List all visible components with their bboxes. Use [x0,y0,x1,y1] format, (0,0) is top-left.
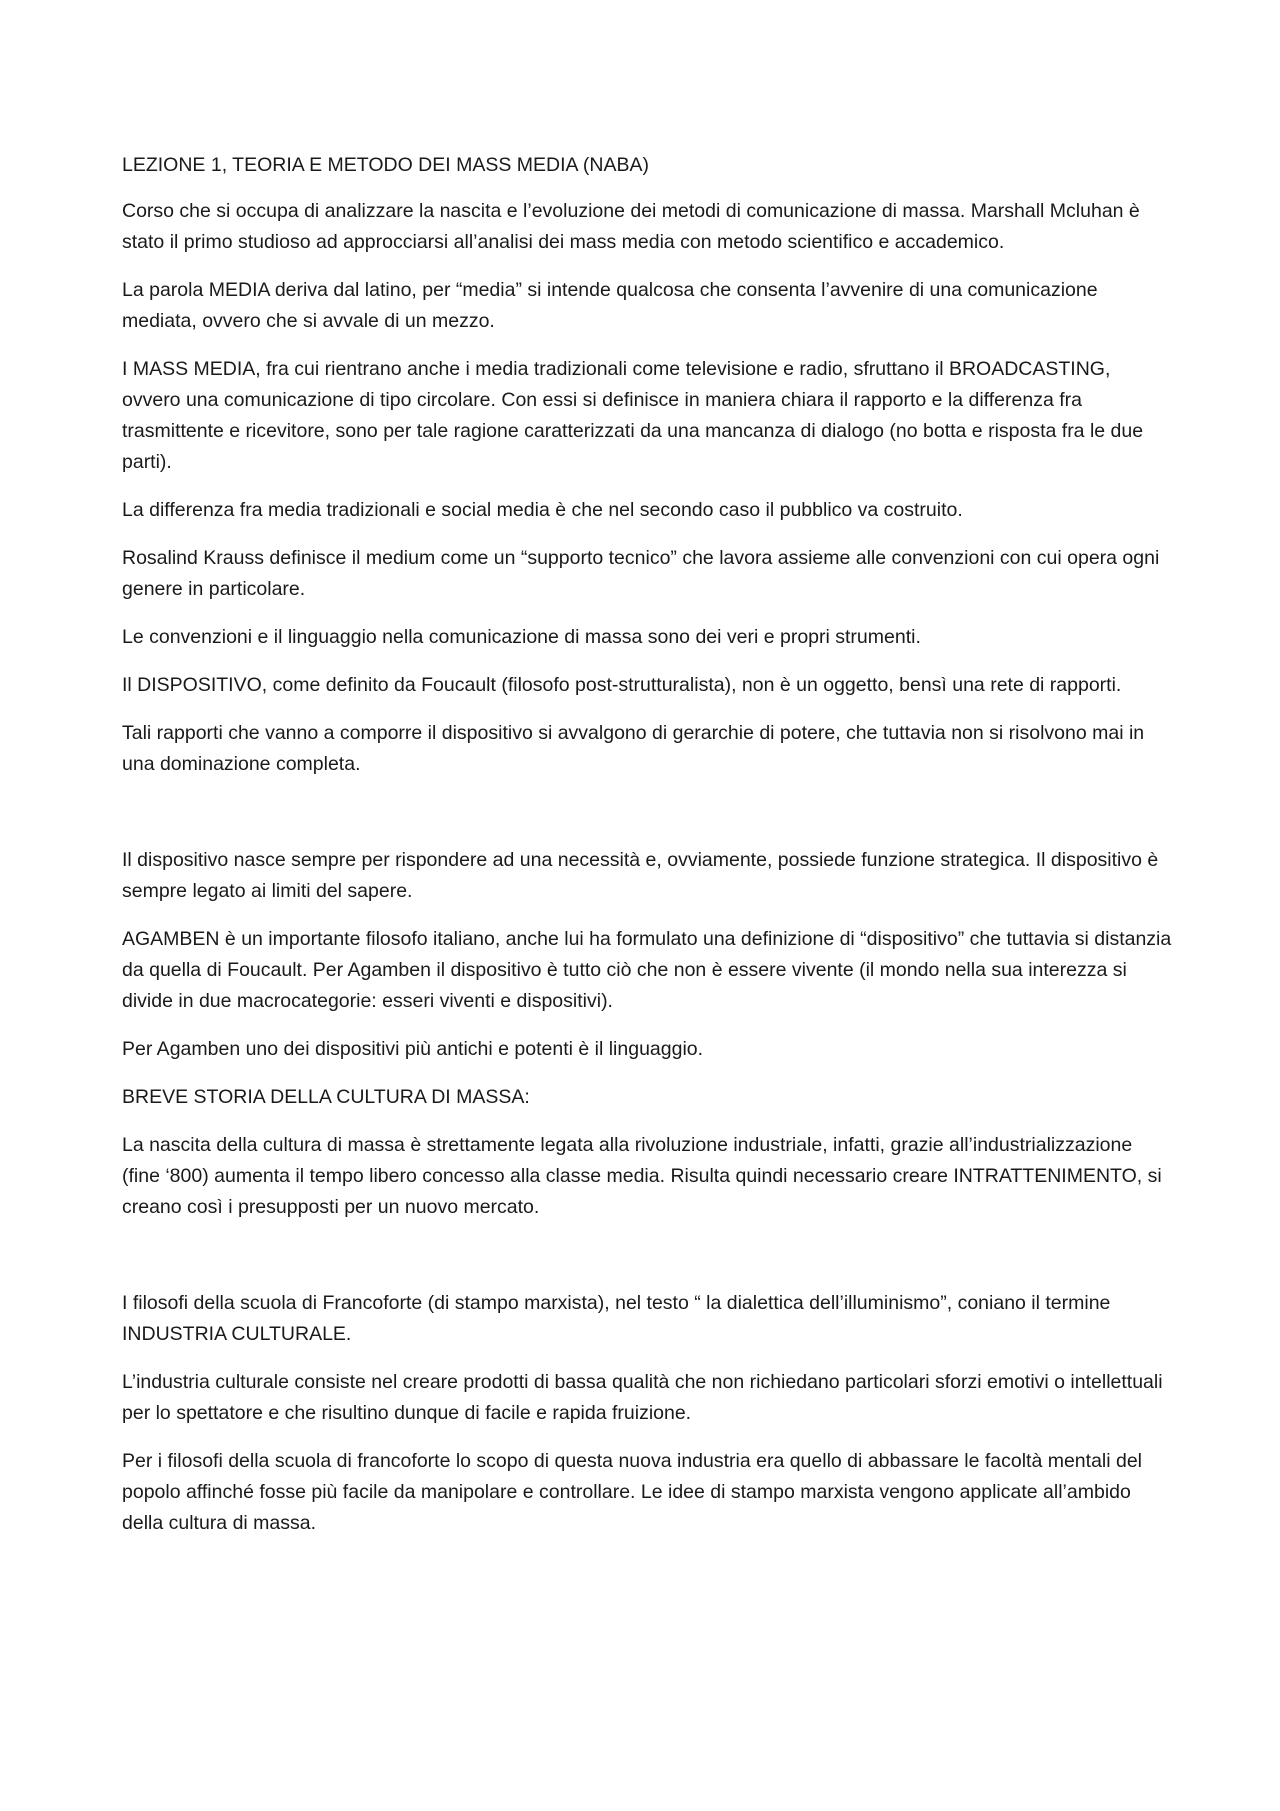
paragraph: Le convenzioni e il linguaggio nella comunicazione di massa sono dei veri e propri strumenti. [122,626,921,648]
paragraph: L’industria culturale consiste nel creare prodotti di bassa qualità che non richiedano particolari sforzi emotivi o intellettuali per lo spettatore e che risultino dunque di facile e rapida fruizione. [122,1371,1163,1424]
paragraph: Tali rapporti che vanno a comporre il dispositivo si avvalgono di gerarchie di potere, che tuttavia non si risolvono mai in una dominazione completa. [122,722,1145,775]
document-page [122,150,1172,1556]
section-heading: BREVE STORIA DELLA CULTURA DI MASSA: [122,1086,530,1108]
paragraph: Per Agamben uno dei dispositivi più antichi e potenti è il linguaggio. [122,1038,704,1060]
paragraph: Il DISPOSITIVO, come definito da Foucault (filosofo post-strutturalista), non è un oggetto, bensì una rete di rapporti. [122,674,1122,696]
paragraph: La nascita della cultura di massa è strettamente legata alla rivoluzione industriale, infatti, grazie all’industrializzazione (fine ‘800) aumenta il tempo libero concesso alla classe media. Risulta quindi necessario creare INTRATTENIMENTO, si creano così i presupposti per un nuovo mercato. [122,1134,1162,1218]
blank-line [122,1240,1172,1288]
document-title: LEZIONE 1, TEORIA E METODO DEI MASS MEDIA (NABA) [122,154,649,176]
paragraph: Corso che si occupa di analizzare la nascita e l’evoluzione dei metodi di comunicazione di massa. Marshall Mcluhan è stato il primo studioso ad approcciarsi all’analisi dei mass media con metodo scientifico e accademico. [122,200,1140,253]
paragraph: AGAMBEN è un importante filosofo italiano, anche lui ha formulato una definizione di “dispositivo” che tuttavia si distanzia da quella di Foucault. Per Agamben il dispositivo è tutto ciò che non è essere vivente (il mondo nella sua interezza si divide in due macrocategorie: esseri viventi e dispositivi). [122,928,1172,1012]
paragraph: I MASS MEDIA, fra cui rientrano anche i media tradizionali come televisione e radio, sfruttano il BROADCASTING, ovvero una comunicazione di tipo circolare. Con essi si definisce in maniera chiara il rapporto e la differenza fra trasmittente e ricevitore, sono per tale ragione caratterizzati da una mancanza di dialogo (no botta e risposta fra le due parti). [122,358,1144,473]
paragraph: Per i filosofi della scuola di francoforte lo scopo di questa nuova industria era quello di abbassare le facoltà mentali del popolo affinché fosse più facile da manipolare e controllare. Le idee di stampo marxista vengono applicate all’ambido della cultura di massa. [122,1450,1143,1534]
paragraph: Il dispositivo nasce sempre per rispondere ad una necessità e, ovviamente, possiede funzione strategica. Il dispositivo è sempre legato ai limiti del sapere. [122,849,1159,902]
paragraph: La differenza fra media tradizionali e social media è che nel secondo caso il pubblico va costruito. [122,499,963,521]
paragraph: Rosalind Krauss definisce il medium come un “supporto tecnico” che lavora assieme alle convenzioni con cui opera ogni genere in particolare. [122,547,1160,600]
paragraph: La parola MEDIA deriva dal latino, per “media” si intende qualcosa che consenta l’avvenire di una comunicazione mediata, ovvero che si avvale di un mezzo. [122,279,1098,332]
blank-line [122,797,1172,845]
paragraph: I filosofi della scuola di Francoforte (di stampo marxista), nel testo “ la dialettica dell’illuminismo”, coniano il termine INDUSTRIA CULTURALE. [122,1292,1111,1345]
